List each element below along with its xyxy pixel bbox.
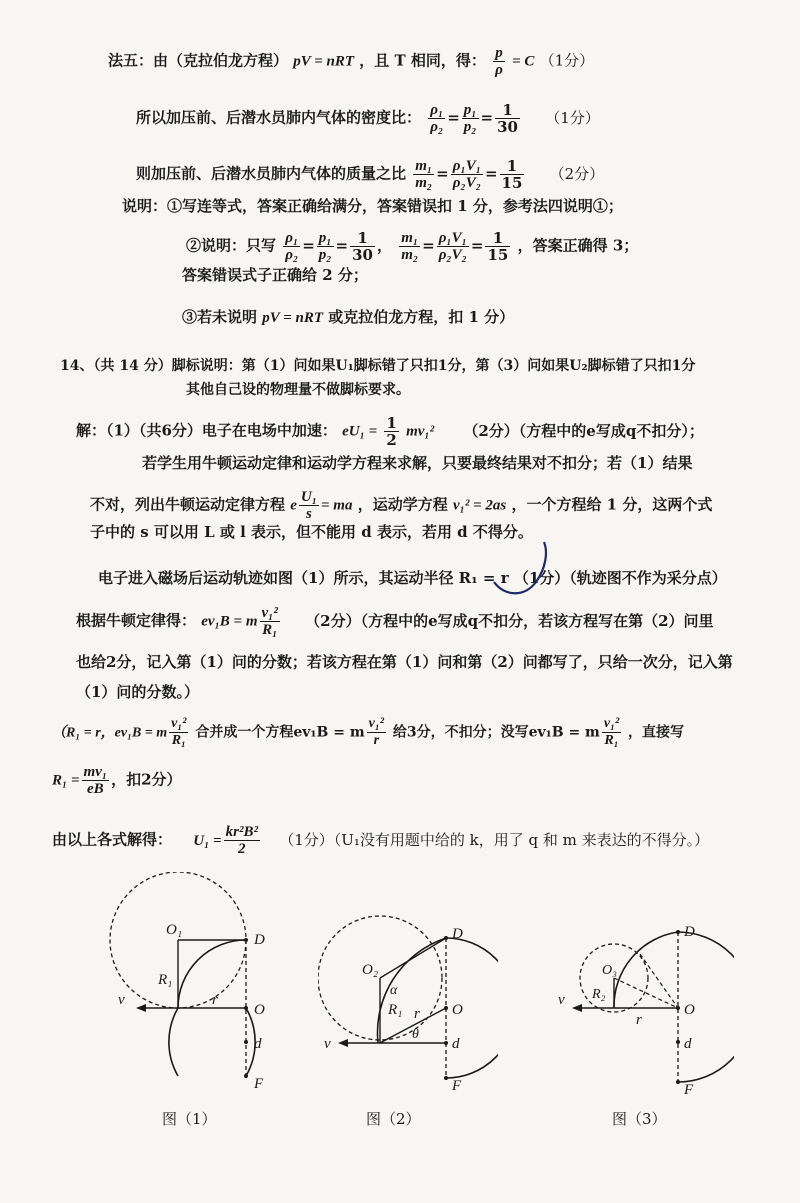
svg-text:D: D [452,926,463,942]
check-mark-icon [486,538,556,600]
svg-text:F: F [254,1076,264,1092]
q14-newton-line: 根据牛顿定律得： ev₁B = m $\frac{\text{v₁²}}{\text{R₁}}$ （2分）（方程中的e写成q不扣分，若该方程写在第（2）问里 [76,605,714,638]
q14-final-line: 由以上各式解得： U₁ = $\frac{\text{kr²B²}}{2}$ （1分）（U₁没有用题中给的 k，用了 q 和 m 来表达的不得分。） [52,824,710,857]
q14-r1-line: R₁ = $\frac{\text{mv₁}}{eB}$ ，扣2分） [52,764,182,797]
q14-alt-line-3: 子中的 s 可以用 L 或 l 表示，但不能用 d 表示，若用 d 不得分。 [90,523,533,541]
svg-text:v: v [324,1036,331,1052]
svg-text:O: O [684,1002,695,1018]
figure-1-caption: 图（1） [162,1110,217,1128]
svg-text:θ: θ [412,1027,419,1042]
q14-alt-line-1: 若学生用牛顿运动定律和运动学方程来求解，只要最终结果对不扣分；若（1）结果 [142,454,693,472]
method5-line1: 法五：由（克拉伯龙方程） pV = nRT ，且 T 相同，得： $\frac{p}{\rho}$ = C （1分） [108,45,595,78]
svg-text:v: v [118,992,125,1008]
figure-2 [318,908,498,1098]
fig2-arrow-icon [338,1039,348,1047]
note-1: 说明：①写连等式，答案正确给满分，答案错误扣 1 分，参考法四说明①； [122,197,623,215]
svg-text:R₂: R₂ [592,987,606,1002]
svg-text:D: D [684,924,695,940]
svg-text:d: d [254,1036,262,1052]
svg-text:R₁: R₁ [158,972,173,988]
svg-text:F: F [684,1082,694,1098]
svg-text:O: O [254,1002,265,1018]
svg-text:D: D [254,932,265,948]
svg-text:d: d [452,1036,460,1052]
q14-newton-line-3: （1）问的分数。） [76,683,199,701]
svg-text:r: r [414,1006,420,1022]
svg-text:d: d [684,1036,692,1052]
svg-text:F: F [452,1078,462,1094]
q14-merge-line: （R₁ = r，ev₁B = m $\frac{\text{v₁²}}{\text{R₁}}$ 合并成一个方程ev₁B = m $\frac{\text{v₁²}}{r}$ 给3分，不扣分；没写ev₁B = m $\frac{\text{v₁²}}{\text{R₁}}$ ，直接写 [52,716,685,748]
figure-1 [108,872,288,1102]
fig3-arrow-icon [572,1004,582,1012]
q14-solution-1: 解：（1）（共6分）电子在电场中加速： eU₁ = $\frac{1}{2}$ mv₁² （2分）（方程中的e写成q不扣分）； [76,414,704,449]
note-3: 答案错误式子正确给 2 分； [182,266,368,284]
note-2: ②说明：只写 $\frac{\text{ρ₁}}{\text{ρ₂}}$ = $\frac{\text{p₁}}{\text{p₂}}$ = $\frac{1}{30}$ ， $\frac{\text{m₁}}{\text{m₂}}$ = $\frac{\text{ρ₁V₁}}{\text{ρ₂V₂}}$ = $\frac{1}{15}$ ，答案正确得 3； [186,229,639,264]
svg-text:α: α [390,983,398,998]
q14-magnetic-line: 电子进入磁场后运动轨迹如图（1）所示，其运动半径 R₁ = r （1分）（轨迹图不作为采分点） [98,569,727,587]
svg-text:O₁: O₁ [166,922,183,938]
svg-text:O₃: O₃ [602,963,617,978]
svg-text:v: v [558,992,565,1008]
method5-line3: 则加压前、后潜水员肺内气体的质量之比 $\frac{\text{m₁}}{\text{m₂}}$ = $\frac{\text{ρ₁V₁}}{\text{ρ₂V₂}}$ = $\frac{1}{15}$ （2分） [136,157,605,192]
svg-text:r: r [636,1012,642,1028]
svg-text:O: O [452,1002,463,1018]
figure-3-caption: 图（3） [612,1110,667,1128]
q14-newton-line-2: 也给2分，记入第（1）问的分数；若该方程在第（1）问和第（2）问都写了，只给一次分，记入第 [76,653,733,671]
svg-text:R₁: R₁ [388,1002,403,1018]
note-4: ③若未说明 pV = nRT 或克拉伯龙方程，扣 1 分） [182,308,515,326]
svg-text:O₂: O₂ [362,962,379,978]
figure-2-caption: 图（2） [366,1110,421,1128]
fig1-arrow-icon [136,1004,146,1012]
q14-alt-line-2: 不对，列出牛顿运动定律方程 e $\frac{\text{U₁}}{s}$ = ma ，运动学方程 v₁² = 2as ，一个方程给 1 分，这两个式 [90,489,713,522]
fig1-left-arc [169,1008,178,1076]
q14-header-2: 其他自己设的物理量不做脚标要求。 [186,382,410,398]
svg-text:r: r [212,992,218,1008]
method5-line2: 所以加压前、后潜水员肺内气体的密度比： $\frac{\text{ρ₁}}{\text{ρ₂}}$ = $\frac{\text{p₁}}{\text{p₂}}$ = $\frac{1}{30}$ （1分） [136,101,600,136]
figure-3 [554,918,734,1098]
p-over-rho: $\frac{p}{\rho}$ [495,45,503,78]
q14-header-1: 14、（共 14 分）脚标说明：第（1）问如果U₁脚标错了只扣1分，第（3）问如果U₂脚标错了只扣1分 [60,358,696,374]
